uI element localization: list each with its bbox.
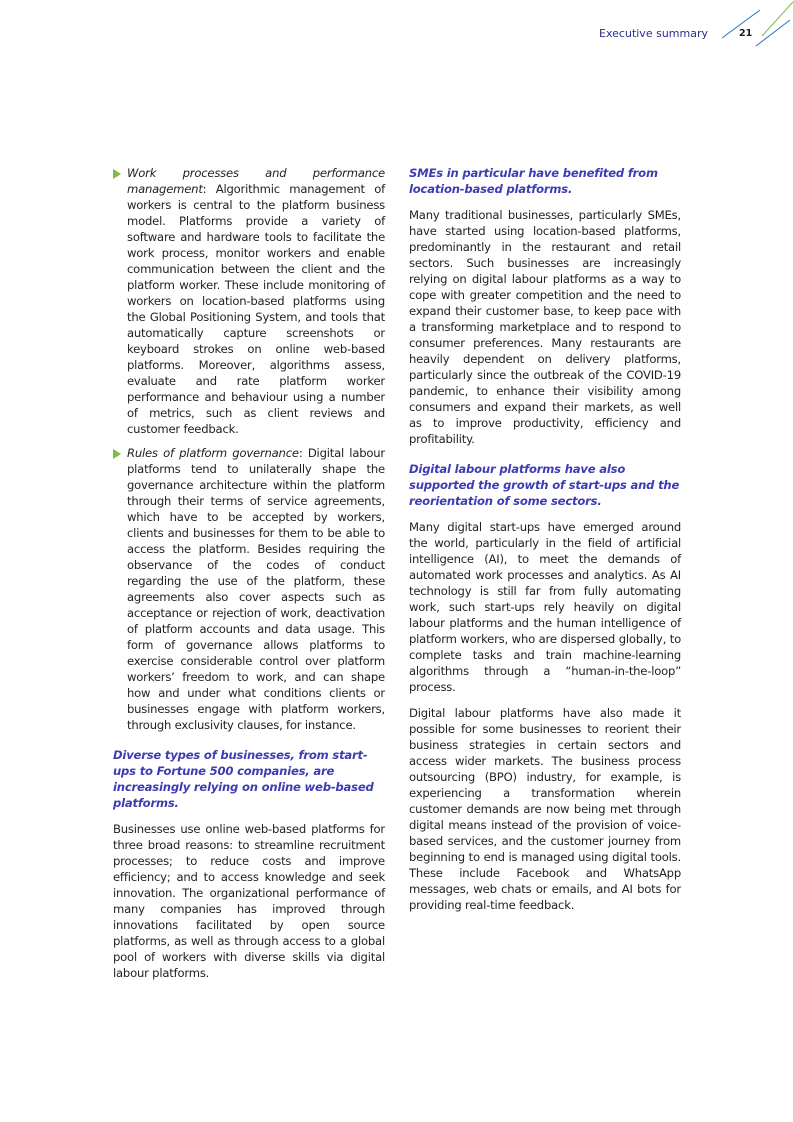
section-title: Executive summary xyxy=(599,27,708,40)
bullet-arrow-icon xyxy=(113,449,121,459)
page-number: 21 xyxy=(739,28,753,39)
bullet-text: : Algorithmic management of workers is central to the platform business model. Platforms provide a variety of software and hardware tools to facilitate the work process, monitor workers and enable communication between the client and the platform worker. These include monitoring of workers on location-based platforms using the Global Positioning System, and tools that automatically capture screenshots or keyboard strokes on online web-based platforms. Moreover, algorithms assess, evaluate and rate platform worker performance and behaviour using a number of metrics, such as client reviews and customer feedback. xyxy=(127,182,385,436)
body-paragraph: Many digital start-ups have emerged around the world, particularly in the field of artificial intelligence (AI), to meet the demands of automated work processes and analytics. As AI technology is still far from fully automating work, such start-ups rely heavily on digital labour platforms and the human intelligence of platform workers, who are dispersed globally, to complete tasks and train machine-learning algorithms through a “human-in-the-loop” process. xyxy=(409,520,681,694)
bullet-item xyxy=(113,165,385,437)
bullet-text: : Digital labour platforms tend to unilaterally shape the governance architecture within the platform through their terms of service agreements, which have to be accepted by workers, clients and businesses for them to be able to access the platform. Besides requiring the observance of the codes of conduct regarding the use of the platform, these agreements also cover aspects such as acceptance or rejection of work, deactivation of platform accounts and data usage. This form of governance allows platforms to exercise considerable control over platform workers’ freedom to work, and can shape how and under what conditions clients or businesses engage with platform workers, through exclusivity clauses, for instance. xyxy=(127,446,385,732)
body-paragraph: Many traditional businesses, particularly SMEs, have started using location-based platforms, predominantly in the restaurant and retail sectors. Such businesses are increasingly relying on digital labour platforms as a way to cope with greater competition and the need to expand their customer base, to keep pace with a transforming marketplace and to respond to consumer preferences. Many restaurants are heavily dependent on delivery platforms, particularly since the outbreak of the COVID-19 pandemic, to enhance their visibility among consumers and expand their markets, as well as to improve productivity, efficiency and profitability. xyxy=(409,208,681,446)
subheading: Diverse types of businesses, from start-ups to Fortune 500 companies, are increasingly relying on online web-based platforms. xyxy=(113,748,374,810)
right-column xyxy=(409,165,681,923)
bullet-arrow-icon xyxy=(113,169,121,179)
body-paragraph: Businesses use online web-based platforms for three broad reasons: to streamline recruitment processes; to reduce costs and improve efficiency; and to access knowledge and seek innovation. The organizational performance of many companies has improved through innovations facilitated by open source platforms, as well as through access to a global pool of workers with diverse skills via digital labour platforms. xyxy=(113,822,385,980)
bullet-lead: Work processes and performance management xyxy=(127,166,385,196)
body-paragraph: Digital labour platforms have also made it possible for some businesses to reorient their business strategies in certain sectors and access wider markets. The business process outsourcing (BPO) industry, for example, is experiencing a transformation wherein customer demands are now being met through digital means instead of the provision of voice-based services, and the customer journey from beginning to end is managed using digital tools. These include Facebook and WhatsApp messages, web chats or emails, and AI bots for providing real-time feedback. xyxy=(409,706,681,912)
bullet-item xyxy=(113,445,385,733)
subheading: Digital labour platforms have also supported the growth of start-ups and the reorientation of some sectors. xyxy=(409,462,680,508)
bullet-lead: Rules of platform governance xyxy=(127,446,299,460)
header-decoration-lines xyxy=(718,0,793,50)
left-column xyxy=(113,165,385,991)
subheading: SMEs in particular have benefited from location-based platforms. xyxy=(409,166,658,196)
